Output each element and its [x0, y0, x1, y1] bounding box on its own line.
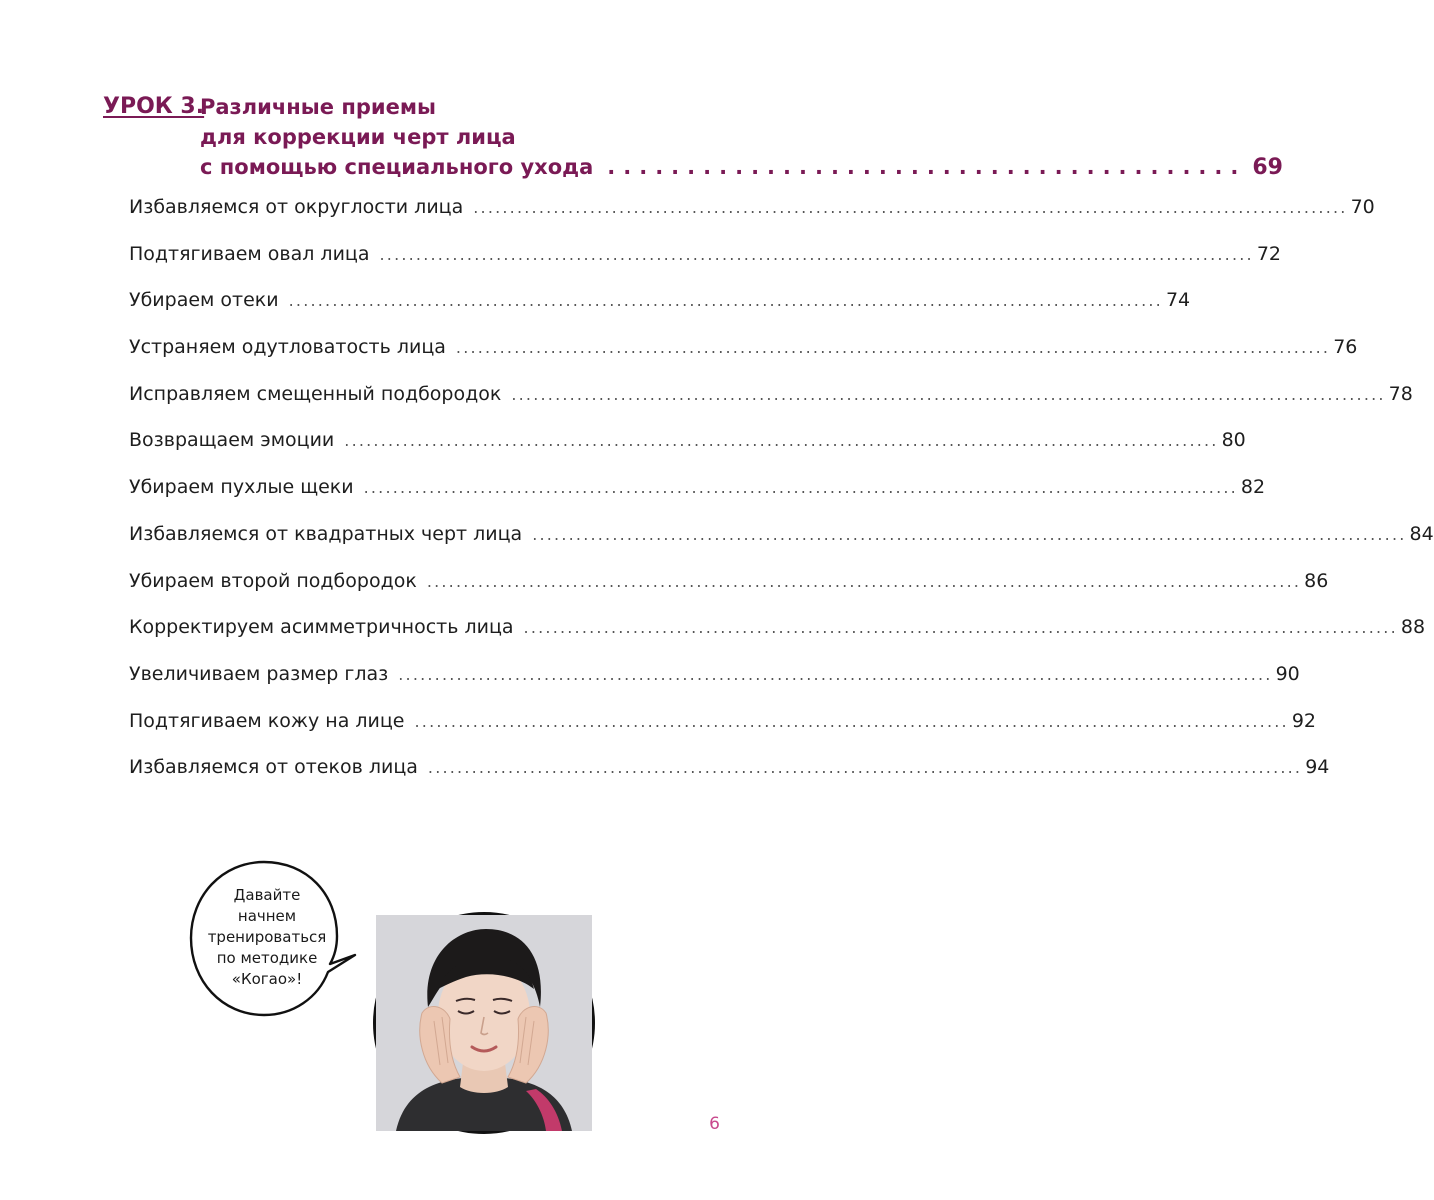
speech-bubble [187, 858, 341, 1018]
leader-dots: ........................................................................................................................ [414, 711, 1289, 731]
toc-entry-page: 74 [1165, 289, 1191, 312]
bubble-line: Давайте [233, 886, 301, 904]
toc-entry-page: 72 [1256, 242, 1281, 265]
toc-entry-page: 82 [1240, 476, 1266, 499]
leader-dots: ........................................................................................................................ [363, 478, 1238, 498]
toc-entry-page: 70 [1350, 196, 1375, 218]
leader-dots: ........................................................................................................................ [379, 244, 1254, 264]
bubble-line: по методике [216, 949, 318, 967]
leader-dots: ........................................................................................................................ [288, 291, 1163, 311]
woman-portrait-illustration [376, 915, 592, 1131]
leader-dots: ........................................................................................................................ [427, 758, 1303, 778]
lesson-title-line: для коррекции черт лица [200, 125, 516, 149]
toc-entry[interactable] [129, 616, 1426, 663]
speech-bubble-text [195, 885, 339, 990]
toc-entry[interactable] [129, 336, 1358, 383]
leader-dots: ........................................................................................................................ [473, 198, 1348, 217]
bubble-line: «Когао»! [231, 970, 303, 988]
toc-entry[interactable] [129, 382, 1413, 430]
toc-entry[interactable] [129, 242, 1281, 290]
toc-entry-title: Подтягиваем овал лица [129, 242, 370, 265]
lesson-title-line: с помощью специального ухода [200, 155, 594, 179]
toc-entry-title: Убираем пухлые щеки [129, 476, 354, 499]
page-number: 6 [709, 1114, 720, 1134]
leader-dots: ........................................................................................................................ [398, 664, 1273, 684]
toc-entry[interactable] [129, 289, 1191, 336]
toc-entry[interactable] [129, 709, 1316, 757]
toc-entry-page: 88 [1400, 616, 1426, 639]
leader-dots: ........................................................................................................................ [455, 338, 1331, 358]
leader-dots: ........................................................................................................................ [532, 524, 1407, 544]
toc-entry[interactable] [129, 522, 1434, 570]
toc-entry-title: Убираем отеки [129, 289, 279, 312]
lesson-title-line: Различные приемы [200, 95, 436, 119]
woman-face-massage-photo [373, 912, 595, 1134]
toc-entry-title: Убираем второй подбородок [129, 569, 417, 592]
lesson-title-last-line [200, 152, 1283, 183]
toc-entry-title: Увеличиваем размер глаз [129, 662, 389, 685]
leader-dots: ........................................................................................................................ [511, 384, 1386, 404]
toc-entry-title: Корректируем асимметричность лица [129, 616, 514, 639]
lesson-label[interactable]: УРОК 3. [103, 94, 205, 119]
toc-entry-page: 86 [1304, 569, 1329, 592]
toc-entry-page: 90 [1275, 662, 1300, 685]
toc-entry-title: Избавляемся от отеков лица [129, 756, 418, 779]
toc-entry-title: Избавляемся от округлости лица [129, 196, 464, 218]
table-of-contents [129, 196, 1434, 803]
bubble-line: тренироваться [207, 928, 327, 946]
leader-dots: ........................................................................................................................ [426, 571, 1302, 591]
toc-entry-title: Подтягиваем кожу на лице [129, 709, 405, 732]
toc-entry-page: 78 [1388, 382, 1413, 405]
toc-entry[interactable] [129, 756, 1330, 803]
toc-entry[interactable] [129, 662, 1300, 710]
toc-entry-page: 76 [1333, 336, 1358, 359]
toc-entry-title: Исправляем смещенный подбородок [129, 382, 502, 405]
toc-entry-title: Возвращаем эмоции [129, 429, 335, 452]
lesson-page-number: 69 [1252, 155, 1283, 180]
leader-dots: ........................................ [607, 155, 1247, 179]
leader-dots: ........................................................................................................................ [344, 431, 1219, 451]
leader-dots: ........................................................................................................................ [523, 618, 1398, 638]
bubble-line: начнем [237, 907, 297, 925]
toc-entry[interactable] [129, 476, 1266, 523]
toc-entry-page: 94 [1305, 756, 1330, 779]
toc-entry[interactable] [129, 569, 1329, 617]
toc-entry[interactable] [129, 429, 1246, 476]
toc-entry-page: 92 [1291, 709, 1316, 732]
toc-entry-title: Устраняем одутловатость лица [129, 336, 446, 359]
toc-entry[interactable] [129, 196, 1375, 243]
lesson-title [200, 92, 1283, 183]
toc-entry-page: 84 [1409, 522, 1434, 545]
toc-entry-title: Избавляемся от квадратных черт лица [129, 522, 523, 545]
toc-entry-page: 80 [1221, 429, 1246, 452]
